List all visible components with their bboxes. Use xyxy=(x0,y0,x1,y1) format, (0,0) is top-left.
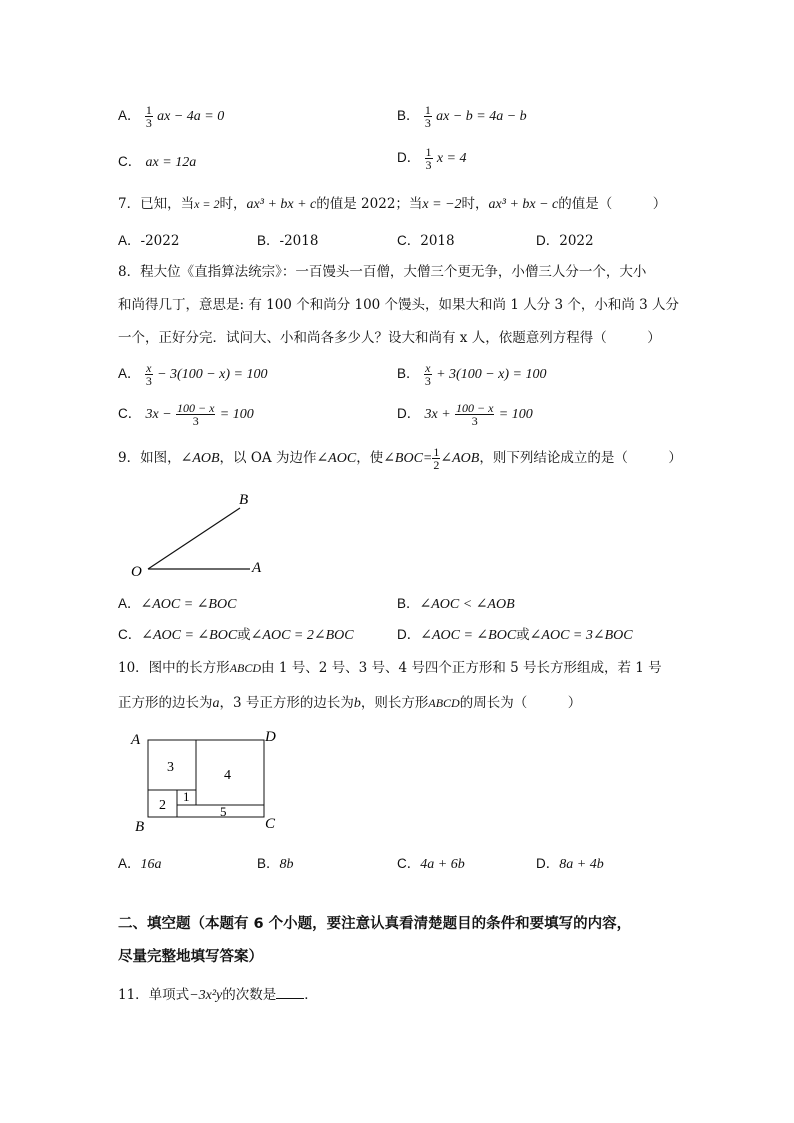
q10-option-b[interactable] xyxy=(257,852,294,873)
option-expression: x = 4 xyxy=(436,151,467,166)
q8-option-a[interactable] xyxy=(118,362,268,387)
q11-text: 的次数是 xyxy=(222,987,277,1003)
q10-text: 10．图中的长方形 xyxy=(118,660,230,676)
q9-option-b[interactable] xyxy=(397,592,515,613)
q9-angle: ∠AOB xyxy=(440,451,480,466)
option-value: 8a + 4b xyxy=(559,857,604,872)
option-value: -2018 xyxy=(279,233,319,249)
option-expression: ∠AOC = ∠BOC xyxy=(420,628,517,643)
ray-ob xyxy=(148,508,240,569)
fraction: $\frac{100 - x}{3}$ xyxy=(177,401,215,428)
option-label: A． xyxy=(118,233,141,248)
option-label: B． xyxy=(397,366,420,381)
q8-option-b[interactable] xyxy=(397,362,547,387)
q10-option-c[interactable] xyxy=(397,852,465,873)
q10-text: 的周长为（ ） xyxy=(459,695,582,711)
q7-option-b[interactable] xyxy=(257,229,318,249)
fraction: $\frac{1}{3}$ xyxy=(145,103,152,130)
option-value: 2022 xyxy=(559,233,594,249)
q9-text: ，则下列结论成立的是（ ） xyxy=(479,450,682,466)
rect-5-label: 5 xyxy=(220,804,227,819)
option-label: D． xyxy=(536,233,560,248)
q7-text: 时， xyxy=(461,196,489,212)
section-heading-line-2: 尽量完整地填写答案） xyxy=(118,949,263,965)
q10-variable: ABCD xyxy=(428,696,460,710)
option-expression: ∠AOC = ∠BOC xyxy=(141,628,238,643)
point-a-label: A xyxy=(131,732,141,748)
q10-variable: a xyxy=(212,696,220,711)
q7-option-d[interactable] xyxy=(536,229,594,249)
fraction: $\frac{x}{3}$ xyxy=(145,361,152,388)
option-label: A． xyxy=(118,856,141,871)
q11-expression: −3x²y xyxy=(189,988,223,1003)
q6-option-c[interactable] xyxy=(118,150,196,171)
option-label: C． xyxy=(397,233,421,248)
q10-text: ，3 号正方形的边长为 xyxy=(219,695,354,711)
q10-text: ，则长方形 xyxy=(360,695,429,711)
section-heading-line-1: 二、填空题（本题有 6 个小题，要注意认真看清楚题目的条件和要填写的内容， xyxy=(118,916,632,932)
option-value: 16a xyxy=(140,857,162,872)
square-3-label: 3 xyxy=(167,760,174,775)
option-expression: = 100 xyxy=(498,407,533,422)
q9-text: 9．如图， xyxy=(118,450,181,466)
answer-blank[interactable] xyxy=(276,998,304,999)
q9-angle: ∠BOC= xyxy=(383,451,433,466)
q9-stem xyxy=(118,446,682,471)
option-text: 或 xyxy=(516,627,530,643)
q6-option-d[interactable] xyxy=(397,146,467,171)
q10-variable: b xyxy=(353,696,361,711)
option-label: A． xyxy=(118,366,141,381)
fraction: $\frac{x}{3}$ xyxy=(424,361,431,388)
q7-text: 7．已知，当 xyxy=(118,196,195,212)
option-label: D． xyxy=(397,627,421,642)
q10-stem-line-1 xyxy=(118,656,662,676)
option-expression: ∠AOC = 2∠BOC xyxy=(250,628,354,643)
option-label: B． xyxy=(257,856,280,871)
option-label: D． xyxy=(397,150,421,165)
q7-expression-1: ax³ + bx + c xyxy=(246,197,317,212)
option-label: B． xyxy=(397,596,420,611)
option-value: 2018 xyxy=(420,233,455,249)
q7-text: 时， xyxy=(219,196,247,212)
option-label: C． xyxy=(397,856,421,871)
q7-condition-2: x = −2 xyxy=(422,197,462,212)
q10-text: 正方形的边长为 xyxy=(118,695,213,711)
square-2-label: 2 xyxy=(159,798,166,813)
q9-angle: ∠AOB xyxy=(180,451,220,466)
option-label: C． xyxy=(118,627,142,642)
q7-option-c[interactable] xyxy=(397,229,455,249)
option-label: A． xyxy=(118,108,141,123)
q9-angle: ∠AOC xyxy=(316,451,357,466)
q8-stem-line-3: 一个，正好分完．试问大、小和尚各多少人？设大和尚有 x 人，依题意列方程得（ ） xyxy=(118,330,661,346)
option-label: A． xyxy=(118,596,141,611)
q8-option-c[interactable] xyxy=(118,402,254,427)
q7-stem xyxy=(118,192,666,213)
option-label: C． xyxy=(118,406,142,421)
option-expression: ∠AOC = ∠BOC xyxy=(140,597,237,612)
q8-stem-line-1: 8．程大位《直指算法统宗》：一百馒头一百僧，大僧三个更无争，小僧三人分一个，大小 xyxy=(118,264,647,280)
option-label: C． xyxy=(118,154,142,169)
point-b-label: B xyxy=(135,819,145,835)
point-b-label: B xyxy=(239,492,249,508)
q7-condition-1: x = 2 xyxy=(194,197,220,211)
square-1-label: 1 xyxy=(183,789,190,804)
option-expression: ax = 12a xyxy=(145,155,197,170)
option-expression: = 100 xyxy=(219,407,254,422)
q9-option-c[interactable] xyxy=(118,623,354,644)
option-expression: ∠AOC < ∠AOB xyxy=(419,597,515,612)
q10-variable: ABCD xyxy=(229,661,262,675)
q9-option-a[interactable] xyxy=(118,592,236,613)
point-c-label: C xyxy=(265,816,276,832)
q6-option-b[interactable] xyxy=(397,104,527,129)
q7-option-a[interactable] xyxy=(118,229,179,249)
option-label: D． xyxy=(536,856,560,871)
option-expression: + 3(100 − x) = 100 xyxy=(436,367,547,382)
q7-text: 的值是 2022；当 xyxy=(316,196,423,212)
option-value: -2022 xyxy=(140,233,180,249)
q7-text: 的值是（ ） xyxy=(558,196,667,212)
option-expression: ax − b = 4a − b xyxy=(436,109,527,124)
option-value: 8b xyxy=(279,857,294,872)
q10-option-d[interactable] xyxy=(536,852,604,873)
q6-option-a[interactable] xyxy=(118,104,224,129)
q9-angle-figure xyxy=(128,488,278,583)
q11-text: 11．单项式 xyxy=(118,987,190,1003)
point-o-label: O xyxy=(131,564,142,580)
option-expression: − 3(100 − x) = 100 xyxy=(157,367,268,382)
option-text: 或 xyxy=(237,627,251,643)
q10-text: 由 1 号、2 号、3 号、4 号四个正方形和 5 号长方形组成，若 1 号 xyxy=(261,660,662,676)
q11-stem xyxy=(118,983,318,1004)
option-label: D． xyxy=(397,406,421,421)
q9-text: ，使 xyxy=(356,450,384,466)
fraction: $\frac{1}{3}$ xyxy=(424,103,431,130)
option-value: 4a + 6b xyxy=(420,857,465,872)
option-expression: 3x − xyxy=(145,407,172,422)
point-d-label: D xyxy=(265,729,276,745)
q10-rectangle-figure xyxy=(128,728,288,836)
q7-expression-2: ax³ + bx − c xyxy=(488,197,559,212)
fraction: $\frac{1}{2}$ xyxy=(433,445,440,472)
fraction: $\frac{1}{3}$ xyxy=(425,145,432,172)
q9-text: ，以 OA 为边作 xyxy=(219,450,317,466)
option-label: B． xyxy=(397,108,420,123)
option-expression: 3x + xyxy=(424,407,451,422)
q10-option-a[interactable] xyxy=(118,852,162,873)
fraction: $\frac{100 - x}{3}$ xyxy=(456,401,494,428)
option-expression: ax − 4a = 0 xyxy=(157,109,225,124)
square-4-label: 4 xyxy=(224,768,231,783)
q10-stem-line-2 xyxy=(118,691,581,712)
q8-stem-line-2: 和尚得几丁，意思是: 有 100 个和尚分 100 个馒头，如果大和尚 1 人分 3 个，小和尚 3 人分 xyxy=(118,297,680,313)
q9-option-d[interactable] xyxy=(397,623,633,644)
q8-option-d[interactable] xyxy=(397,402,533,427)
point-a-label: A xyxy=(252,560,262,576)
option-expression: ∠AOC = 3∠BOC xyxy=(529,628,633,643)
q11-text: ． xyxy=(304,987,318,1003)
option-label: B． xyxy=(257,233,280,248)
